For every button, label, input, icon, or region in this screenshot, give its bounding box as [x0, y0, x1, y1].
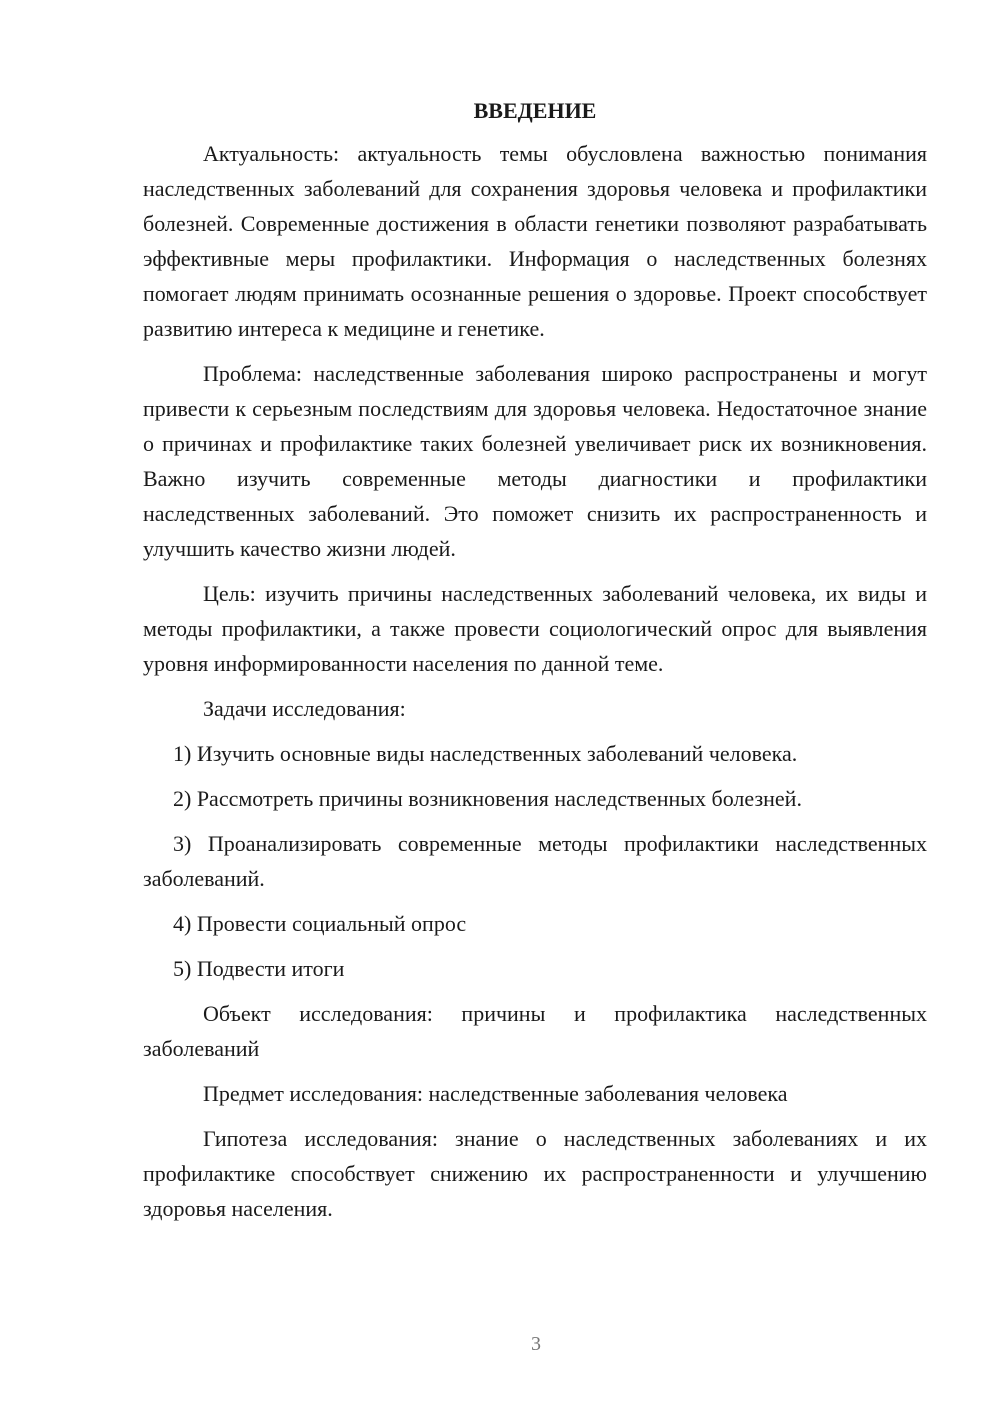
- page-number: 3: [531, 1333, 541, 1355]
- task-item: 5) Подвести итоги: [173, 956, 345, 981]
- task-item: 1) Изучить основные виды наследственных заболеваний человека.: [173, 741, 798, 766]
- object-paragraph: Объект исследования: причины и профилактика наследственных заболеваний: [143, 1001, 927, 1061]
- relevance-paragraph: Актуальность: актуальность темы обусловлена важностью понимания наследственных заболеваний для сохранения здоровья человека и профилактики болезней. Современные достижения в области генетики позволяют разрабатывать эффективные меры профилактики. Информация о наследственных болезнях помогает людям принимать осознанные решения о здоровье. Проект способствует развитию интереса к медицине и генетике.: [143, 141, 927, 341]
- goal-paragraph: Цель: изучить причины наследственных заболеваний человека, их виды и методы профилактики, а также провести социологический опрос для выявления уровня информированности населения по данной теме.: [143, 581, 927, 676]
- task-item: 3) Проанализировать современные методы профилактики наследственных заболеваний.: [143, 831, 927, 891]
- tasks-heading: Задачи исследования:: [203, 696, 406, 721]
- task-item: 2) Рассмотреть причины возникновения наследственных болезней.: [173, 786, 802, 811]
- page-content: [143, 96, 927, 1226]
- subject-paragraph: Предмет исследования: наследственные заболевания человека: [203, 1081, 788, 1106]
- task-item: 4) Провести социальный опрос: [173, 911, 467, 936]
- problem-paragraph: Проблема: наследственные заболевания широко распространены и могут привести к серьезным последствиям для здоровья человека. Недостаточное знание о причинах и профилактике таких болезней увеличивает риск их возникновения. Важно изучить современные методы диагностики и профилактики наследственных заболеваний. Это поможет снизить их распространенность и улучшить качество жизни людей.: [143, 361, 927, 561]
- hypothesis-paragraph: Гипотеза исследования: знание о наследственных заболеваниях и их профилактике способствует снижению их распространенности и улучшению здоровья населения.: [143, 1126, 927, 1221]
- tasks-list: [143, 736, 927, 986]
- page-title: ВВЕДЕНИЕ: [473, 98, 597, 123]
